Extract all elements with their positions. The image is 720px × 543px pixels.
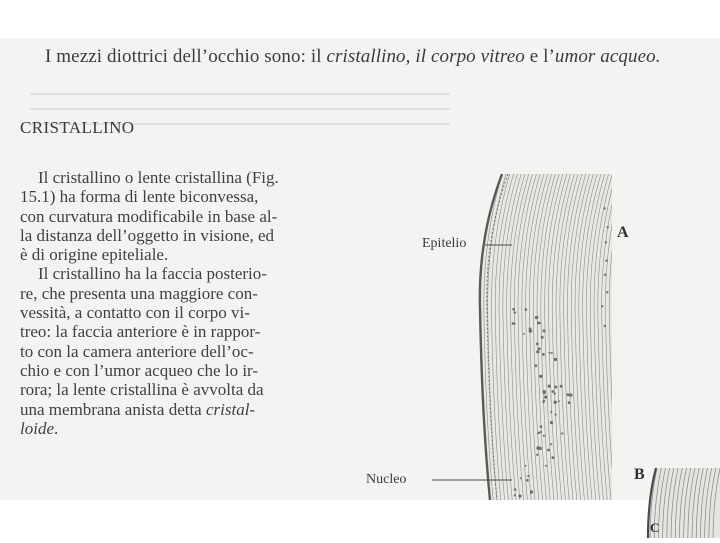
nucleus-dot [554,393,556,395]
lens-drawing [352,168,720,538]
nucleus-dot [569,393,572,396]
nucleus-dot [543,435,545,437]
nucleus-dot [550,411,552,413]
body-line-last [20,400,342,419]
nucleus-dot [513,323,515,325]
nucleus-dot [527,475,529,477]
figure-letter-c: C [650,520,660,535]
nucleus-dot [549,352,551,354]
nucleus-dot [568,401,571,404]
nucleus-dot [542,390,546,394]
body-line: Il cristallino ha la faccia posterio- [38,264,267,284]
italic-term: loide [20,418,54,438]
body-line: to con la camera anteriore dell’oc- [20,341,254,361]
nucleus-dot [554,358,557,361]
nucleus-dot [526,479,529,482]
body-line: 15.1) ha forma di lente biconvessa, [20,187,259,207]
body-paragraph [20,168,342,438]
nucleus-dot [604,274,606,276]
italic-term: cristal- [205,399,256,419]
body-line: Il cristallino o lente cristallina (Fig. [38,168,279,187]
nucleus-dot [514,311,516,313]
body-line: re, che presenta una maggiore con- [20,283,258,303]
nucleus-dot [551,390,554,393]
intro-mid: e l’ [524,46,555,67]
nucleus-dot [547,449,550,452]
nucleus-dot [555,413,557,415]
nucleus-dot [605,260,607,262]
body-line: una membrana anista detta [20,399,206,419]
lens-illustration [352,168,720,538]
nucleus-dot [601,305,603,307]
nucleus-dot [529,327,532,330]
body-line: è di origine epiteliale. [20,245,169,265]
nucleus-dot [544,396,547,399]
nucleus-dot [541,336,544,339]
nucleus-dot [543,400,545,402]
intro-term-1: cristallino, il corpo vitreo [326,46,525,67]
nucleus-dot [560,385,563,388]
label-nucleo: Nucleo [366,472,407,487]
nucleus-dot [551,352,553,354]
fiber-section-a [472,168,629,508]
nucleus-dot [540,431,542,433]
body-line: chio e con l’umor acqueo che lo ir- [20,360,259,380]
nucleus-dot [551,456,554,459]
nucleus-dot [535,316,539,320]
body-line-final [20,419,342,438]
nucleus-dot [535,364,538,367]
nucleus-dot [539,447,542,450]
intro-term-2: umor acqueo. [554,46,661,67]
nucleus-dot [530,490,533,493]
nucleus-dot [520,477,522,479]
body-line: con curvatura modificabile in base al- [20,206,278,226]
nucleus-dot [561,432,563,434]
nucleus-dot [542,353,545,356]
nucleus-dot [518,495,521,498]
final-punct: . [54,418,59,438]
nucleus-dot [604,325,606,327]
nucleus-dot [536,350,539,353]
nucleus-dot [554,386,557,389]
scanned-page [0,38,720,535]
nucleus-dot [536,343,539,346]
nucleus-dot [537,432,540,435]
label-epitelio: Epitelio [422,236,467,251]
nucleus-dot [550,443,552,445]
nucleus-dot [607,226,609,228]
intro-lead: I mezzi diottrici dell’occhio sono: il [45,46,327,67]
lens-fiber [609,168,629,508]
nucleus-dot [525,465,527,467]
nucleus-dot [536,454,538,456]
intro-sentence [45,46,661,68]
body-line: la distanza dell’oggetto in visione, ed [20,225,274,245]
nucleus-dot [550,421,553,424]
nucleus-dot [548,385,551,388]
nucleus-dot [514,488,517,491]
nucleus-dot [606,291,608,293]
body-line: vessità, a contatto con il corpo vi- [20,303,250,323]
nucleus-dot [539,375,542,378]
body-line: treo: la faccia anteriore è in rappor- [20,322,261,342]
nucleus-dot [512,308,515,311]
nucleus-dot [603,207,605,209]
nucleus-dot [543,329,546,332]
nucleus-dot [554,401,557,404]
nucleus-dot [538,347,541,350]
nucleus-dot [545,465,547,467]
nucleus-dot [558,400,560,402]
nucleus-dot [605,241,607,243]
nucleus-dot [525,308,528,311]
nucleus-dot [567,393,570,396]
figure-letter-a: A [617,224,629,241]
nucleus-dot [523,333,525,335]
nucleus-dot [514,494,516,496]
nucleus-dot [540,425,543,428]
nucleus-dot [539,322,541,324]
body-line: rora; la lente cristallina è avvolta da [20,380,264,400]
section-heading: CRISTALLINO [20,118,135,137]
figure-letter-b: B [634,466,645,483]
